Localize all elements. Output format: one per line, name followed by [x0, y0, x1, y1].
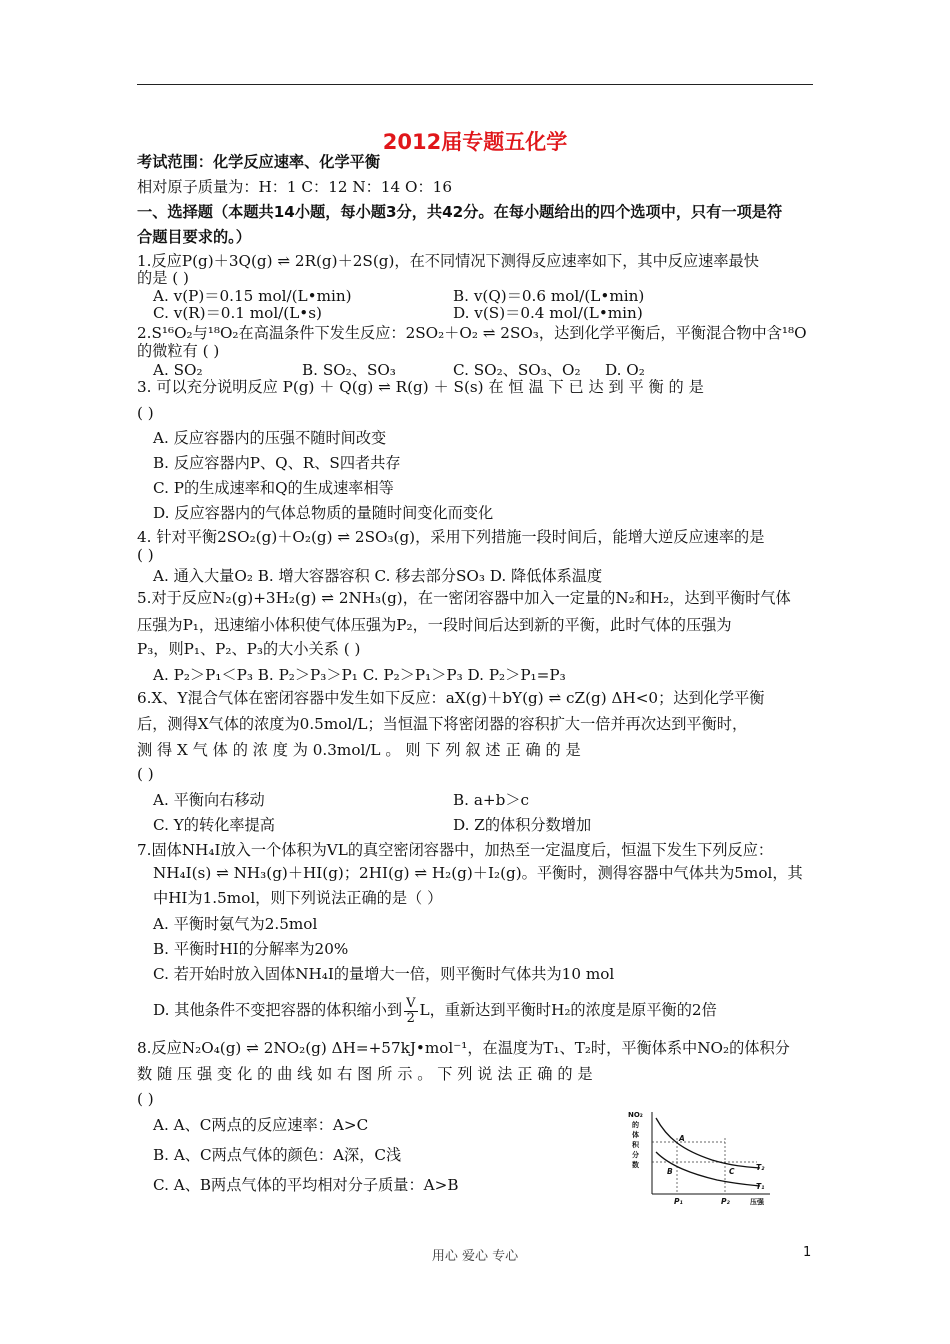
q2-stem-line1: 2.S¹⁶O₂与¹⁸O₂在高温条件下发生反应：2SO₂＋O₂ ⇌ 2SO₃，达到化学平衡后，平衡混合物中含¹⁸O — [137, 324, 807, 342]
q7-option-d — [153, 996, 833, 1026]
q7-stem-line3: 中HI为1.5mol，则下列说法正确的是（ ） — [153, 889, 443, 907]
graph-ylabel-3: 体 — [632, 1131, 639, 1139]
q8-option-b: B. A、C两点气体的颜色：A深，C浅 — [153, 1146, 402, 1164]
graph-curve-t2 — [656, 1118, 760, 1168]
q3-option-b: B. 反应容器内P、Q、R、S四者共存 — [153, 454, 401, 472]
q5-stem-line2: 压强为P₁，迅速缩小体积使气体压强为P₂，一段时间后达到新的平衡，此时气体的压强为 — [137, 616, 732, 634]
q4-options: A. 通入大量O₂ B. 增大容器容积 C. 移去部分SO₃ D. 降低体系温度 — [153, 567, 603, 585]
q3-stem-line2: ( ) — [137, 404, 154, 422]
page-title: 2012届专题五化学 — [382, 130, 568, 154]
graph-label-t2: T₂ — [756, 1163, 765, 1172]
graph-ylabel-6: 数 — [632, 1161, 639, 1169]
q6-option-c: C. Y的转化率提高 — [153, 816, 275, 834]
q1-stem-line2: 的是 ( ) — [137, 269, 189, 287]
page-number: 1 — [803, 1245, 812, 1260]
q3-stem-line1: 3. 可以充分说明反应 P(g) ＋ Q(g) ⇌ R(g) ＋ S(s) 在 恒 温 下 已 达 到 平 衡 的 是 — [137, 378, 704, 396]
q2-option-c: C. SO₂、SO₃、O₂ — [453, 361, 581, 379]
q7-option-b: B. 平衡时HI的分解率为20% — [153, 940, 349, 958]
q5-options: A. P₂＞P₁＜P₃ B. P₂＞P₃＞P₁ C. P₂＞P₁＞P₃ D. P₂＞P₁=P₃ — [153, 666, 566, 684]
q1-option-d: D. v(S)＝0.4 mol/(L•min) — [453, 304, 643, 322]
q8-option-a: A. A、C两点的反应速率：A>C — [153, 1116, 369, 1134]
q6-option-b: B. a+b＞c — [453, 791, 530, 809]
q7-stem-line1: 7.固体NH₄I放入一个体积为VL的真空密闭容器中，加热至一定温度后，恒温下发生下列反应： — [137, 841, 774, 859]
q1-stem-line1: 1.反应P(g)＋3Q(g) ⇌ 2R(g)＋2S(g)，在不同情况下测得反应速率如下，其中反应速率最快 — [137, 252, 759, 270]
q7-stem-line2: NH₄I(s) ⇌ NH₃(g)＋HI(g)；2HI(g) ⇌ H₂(g)＋I₂(g)。平衡时，测得容器中气体共为5mol，其 — [153, 864, 803, 882]
q6-stem-line1: 6.X、Y混合气体在密闭容器中发生如下反应：aX(g)＋bY(g) ⇌ cZ(g) ΔH<0；达到化学平衡 — [137, 689, 765, 707]
fraction-v-over-2 — [404, 997, 417, 1026]
q6-stem-line4: ( ) — [137, 765, 154, 783]
q7-option-c: C. 若开始时放入固体NH₄I的量增大一倍，则平衡时气体共为10 mol — [153, 965, 615, 983]
q2-stem-line2: 的微粒有 ( ) — [137, 342, 220, 360]
q8-stem-line2: 数 随 压 强 变 化 的 曲 线 如 右 图 所 示 。 下 列 说 法 正 确 的 是 — [137, 1065, 593, 1083]
q5-stem-line3: P₃，则P₁、P₂、P₃的大小关系 ( ) — [137, 640, 361, 658]
section-heading-line1: 一、选择题（本题共14小题，每小题3分，共42分。在每小题给出的四个选项中，只有一项是符 — [137, 203, 783, 221]
footer-motto: 用心 爱心 专心 — [431, 1249, 519, 1264]
q7-option-a: A. 平衡时氨气为2.5mol — [153, 915, 318, 933]
q7-option-d-text: D. 其他条件不变把容器的体积缩小到 — [153, 1001, 403, 1019]
q6-stem-line3: 测 得 X 气 体 的 浓 度 为 0.3mol/L 。 则 下 列 叙 述 正 确 的 是 — [137, 741, 581, 759]
graph-tick-p1: P₁ — [674, 1197, 683, 1206]
graph-ylabel-2: 的 — [632, 1121, 639, 1129]
q3-option-d: D. 反应容器内的气体总物质的量随时间变化而变化 — [153, 504, 494, 522]
graph-point-c: C — [729, 1167, 735, 1176]
q3-option-c: C. P的生成速率和Q的生成速率相等 — [153, 479, 394, 497]
q6-option-d: D. Z的体积分数增加 — [453, 816, 592, 834]
graph-xlabel: 压强 — [750, 1198, 764, 1206]
q2-option-d: D. O₂ — [605, 361, 645, 379]
q4-stem-line2: ( ) — [137, 546, 154, 564]
section-heading-line2: 合题目要求的。） — [137, 228, 251, 246]
graph-point-a: A — [679, 1134, 685, 1143]
header-rule — [137, 84, 813, 85]
q2-option-a: A. SO₂ — [153, 361, 203, 379]
q1-option-a: A. v(P)＝0.15 mol/(L•min) — [153, 287, 352, 305]
q1-option-c: C. v(R)＝0.1 mol/(L•s) — [153, 304, 322, 322]
q8-stem-line3: ( ) — [137, 1090, 154, 1108]
q4-stem-line1: 4. 针对平衡2SO₂(g)＋O₂(g) ⇌ 2SO₃(g)，采用下列措施一段时间后，能增大逆反应速率的是 — [137, 528, 765, 546]
q6-stem-line2: 后，测得X气体的浓度为0.5mol/L；当恒温下将密闭器的容积扩大一倍并再次达到平衡时， — [137, 715, 748, 733]
no2-pressure-graph — [622, 1108, 774, 1208]
graph-ylabel-5: 分 — [632, 1151, 639, 1159]
exam-scope: 考试范围：化学反应速率、化学平衡 — [137, 153, 380, 171]
q3-option-a: A. 反应容器内的压强不随时间改变 — [153, 429, 387, 447]
atomic-mass: 相对原子质量为：H：1 C：12 N：14 O：16 — [137, 178, 452, 196]
q8-option-c: C. A、B两点气体的平均相对分子质量：A>B — [153, 1176, 459, 1194]
graph-tick-p2: P₂ — [721, 1197, 730, 1206]
q2-option-b: B. SO₂、SO₃ — [302, 361, 396, 379]
q6-option-a: A. 平衡向右移动 — [153, 791, 265, 809]
graph-ylabel-4: 积 — [632, 1141, 639, 1149]
graph-ylabel-1: NO₂ — [628, 1111, 643, 1119]
fraction-denominator: 2 — [406, 1010, 415, 1026]
graph-label-t1: T₁ — [756, 1182, 765, 1191]
q1-option-b: B. v(Q)＝0.6 mol/(L•min) — [453, 287, 645, 305]
fraction-numerator: V — [406, 995, 416, 1011]
q7-option-d-tail: L，重新达到平衡时H₂的浓度是原平衡的2倍 — [419, 1001, 717, 1019]
graph-point-b: B — [667, 1167, 673, 1176]
q5-stem-line1: 5.对于反应N₂(g)+3H₂(g) ⇌ 2NH₃(g)，在一密闭容器中加入一定量的N₂和H₂，达到平衡时气体 — [137, 589, 791, 607]
q8-stem-line1: 8.反应N₂O₄(g) ⇌ 2NO₂(g) ΔH=+57kJ•mol⁻¹，在温度为T₁、T₂时，平衡体系中NO₂的体积分 — [137, 1039, 790, 1057]
